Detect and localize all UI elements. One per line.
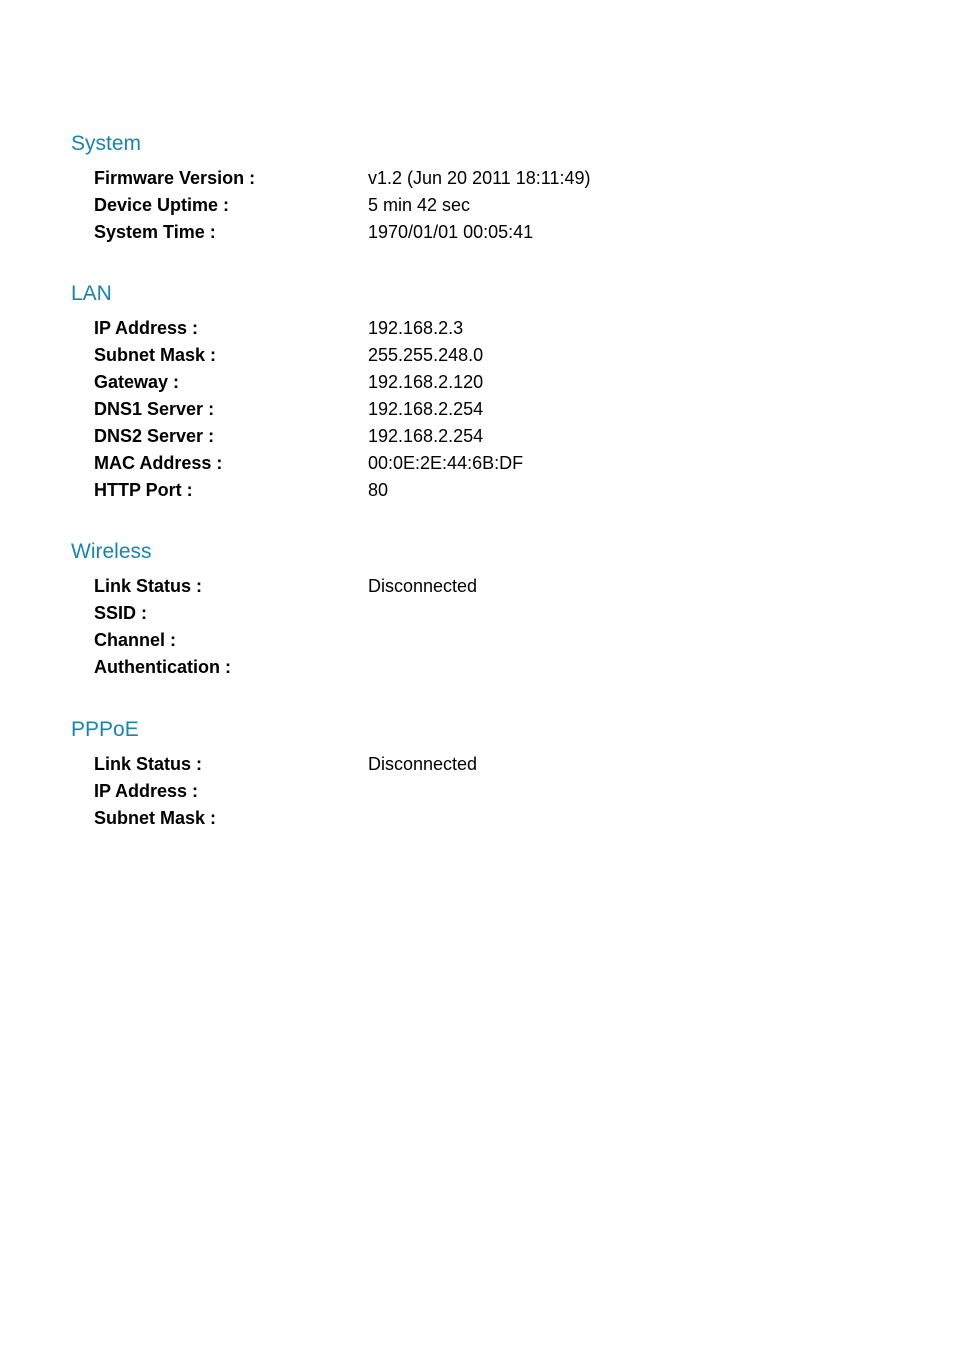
- wireless-link-status-label: Link Status :: [94, 576, 203, 596]
- wireless-section-title: Wireless: [71, 540, 152, 563]
- system-time-value: 1970/01/01 00:05:41: [368, 222, 534, 242]
- lan-ip-address-row: [0, 317, 955, 344]
- system-info-list: [0, 167, 955, 248]
- wireless-link-status-row: [0, 575, 955, 602]
- lan-ip-address-value: 192.168.2.3: [368, 318, 464, 338]
- pppoe-subnet-mask-label: Subnet Mask :: [94, 808, 217, 828]
- http-port-row: [0, 479, 955, 506]
- ssid-label: SSID :: [94, 603, 148, 623]
- pppoe-section-title: PPPoE: [71, 718, 139, 741]
- wireless-info-list: [0, 575, 955, 683]
- gateway-row: [0, 371, 955, 398]
- device-uptime-label: Device Uptime :: [94, 195, 230, 215]
- lan-section-title: LAN: [71, 282, 112, 305]
- dns1-server-label: DNS1 Server :: [94, 399, 215, 419]
- dns1-server-value: 192.168.2.254: [368, 399, 484, 419]
- device-uptime-value: 5 min 42 sec: [368, 195, 471, 215]
- http-port-label: HTTP Port :: [94, 480, 193, 500]
- pppoe-link-status-label: Link Status :: [94, 754, 203, 774]
- system-time-label: System Time :: [94, 222, 216, 242]
- pppoe-info-list: [0, 753, 955, 834]
- device-uptime-row: [0, 194, 955, 221]
- system-time-row: [0, 221, 955, 248]
- firmware-version-row: [0, 167, 955, 194]
- ssid-row: [0, 602, 955, 629]
- mac-address-row: [0, 452, 955, 479]
- channel-row: [0, 629, 955, 656]
- lan-ip-address-label: IP Address :: [94, 318, 199, 338]
- dns2-server-label: DNS2 Server :: [94, 426, 215, 446]
- lan-subnet-mask-row: [0, 344, 955, 371]
- gateway-label: Gateway :: [94, 372, 180, 392]
- dns2-server-row: [0, 425, 955, 452]
- mac-address-label: MAC Address :: [94, 453, 223, 473]
- pppoe-link-status-row: [0, 753, 955, 780]
- lan-info-list: [0, 317, 955, 506]
- dns1-server-row: [0, 398, 955, 425]
- authentication-label: Authentication :: [94, 657, 231, 677]
- system-section-title: System: [71, 132, 142, 155]
- pppoe-ip-address-row: [0, 780, 955, 807]
- pppoe-link-status-value: Disconnected: [368, 754, 478, 774]
- http-port-value: 80: [368, 480, 389, 500]
- firmware-version-value: v1.2 (Jun 20 2011 18:11:49): [368, 168, 591, 188]
- authentication-row: [0, 656, 955, 683]
- channel-label: Channel :: [94, 630, 177, 650]
- lan-subnet-mask-value: 255.255.248.0: [368, 345, 484, 365]
- lan-subnet-mask-label: Subnet Mask :: [94, 345, 217, 365]
- firmware-version-label: Firmware Version :: [94, 168, 256, 188]
- gateway-value: 192.168.2.120: [368, 372, 484, 392]
- pppoe-subnet-mask-row: [0, 807, 955, 834]
- dns2-server-value: 192.168.2.254: [368, 426, 484, 446]
- pppoe-ip-address-label: IP Address :: [94, 781, 199, 801]
- wireless-link-status-value: Disconnected: [368, 576, 478, 596]
- mac-address-value: 00:0E:2E:44:6B:DF: [368, 453, 524, 473]
